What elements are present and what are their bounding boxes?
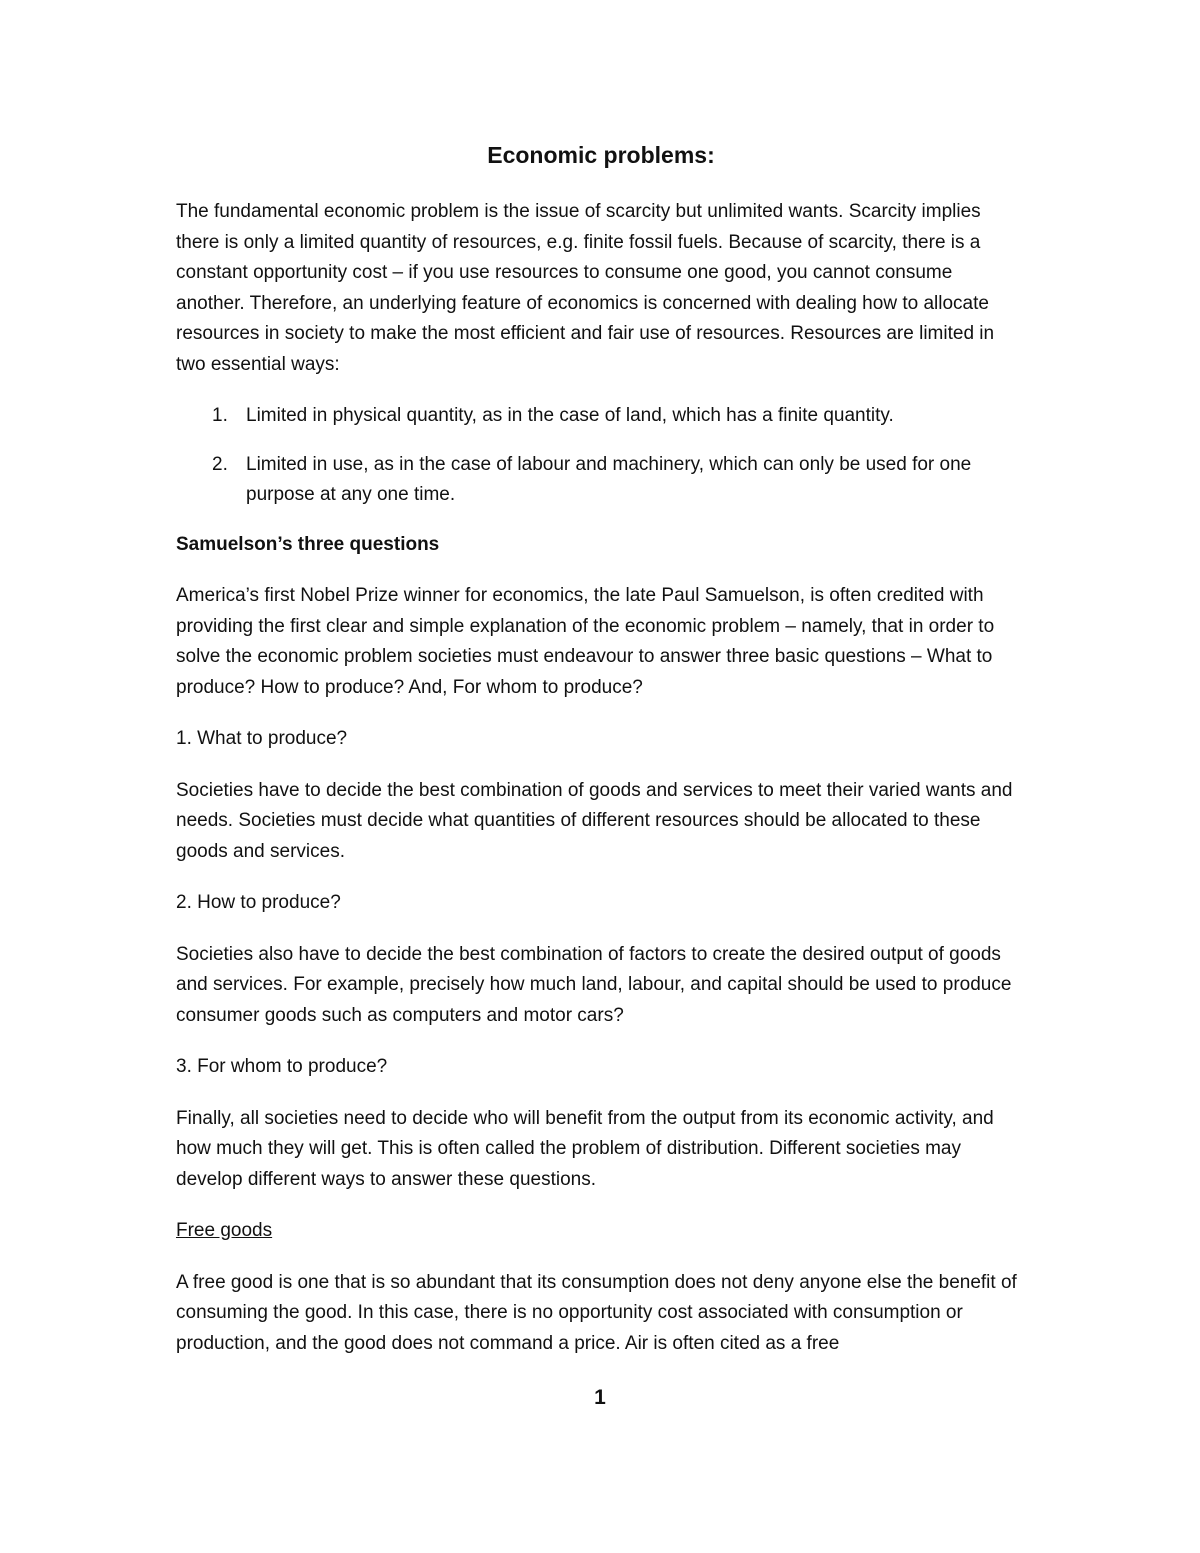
list-item xyxy=(176,401,1026,432)
free-goods-heading: Free goods xyxy=(176,1220,273,1241)
page-content xyxy=(176,140,1026,1380)
page-number: 1 xyxy=(594,1386,606,1409)
question-3-heading: 3. For whom to produce? xyxy=(176,1056,388,1077)
page-title: Economic problems: xyxy=(487,142,715,168)
question-2-heading: 2. How to produce? xyxy=(176,892,341,913)
samuelson-heading: Samuelson’s three questions xyxy=(176,533,440,555)
list-item-text: Limited in use, as in the case of labour and machinery, which can only be used for one purpose at any one time. xyxy=(246,453,972,505)
list-item-number: 1. xyxy=(212,405,228,426)
question-2-paragraph: Societies also have to decide the best combination of factors to create the desired output of goods and services. For example, precisely how much land, labour, and capital should be used to produce consumer goods such as computers and motor cars? xyxy=(176,943,1012,1026)
intro-paragraph: The fundamental economic problem is the issue of scarcity but unlimited wants. Scarcity implies there is only a limited quantity of resources, e.g. finite fossil fuels. Because of scarcity, there is a constant opportunity cost – if you use resources to consume one good, you cannot consume another. Therefore, an underlying feature of economics is concerned with dealing how to allocate resources in society to make the most efficient and fair use of resources. Resources are limited in two essential ways: xyxy=(176,201,995,375)
samuelson-paragraph: America’s first Nobel Prize winner for economics, the late Paul Samuelson, is often credited with providing the first clear and simple explanation of the economic problem – namely, that in order to solve the economic problem societies must endeavour to answer three basic questions – What to produce? How to produce? And, For whom to produce? xyxy=(176,585,995,698)
list-item-text: Limited in physical quantity, as in the case of land, which has a finite quantity. xyxy=(246,405,894,426)
list-item xyxy=(176,450,1026,511)
question-1-paragraph: Societies have to decide the best combination of goods and services to meet their varied wants and needs. Societies must decide what quantities of different resources should be allocated to these goods and services. xyxy=(176,779,1013,862)
question-1-heading: 1. What to produce? xyxy=(176,728,348,749)
list-item-number: 2. xyxy=(212,453,228,475)
question-3-paragraph: Finally, all societies need to decide who will benefit from the output from its economic activity, and how much they will get. This is often called the problem of distribution. Different societies may develop different ways to answer these questions. xyxy=(176,1107,994,1190)
free-goods-paragraph: A free good is one that is so abundant that its consumption does not deny anyone else the benefit of consuming the good. In this case, there is no opportunity cost associated with consumption or production, and the good does not command a price. Air is often cited as a free xyxy=(176,1271,1017,1354)
resource-limits-list xyxy=(176,401,1026,511)
